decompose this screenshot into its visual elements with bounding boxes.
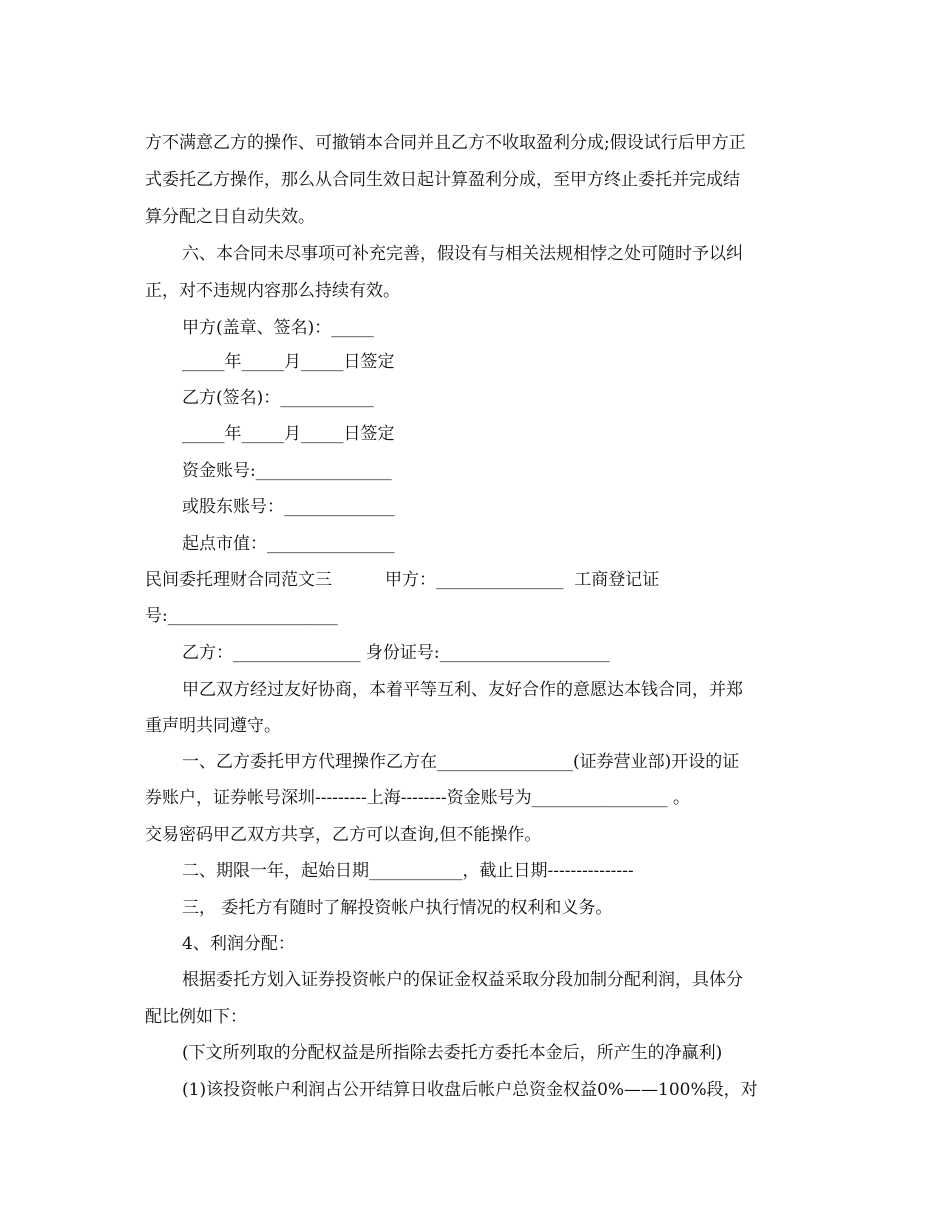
paragraph-line: 券账户，证券帐号深圳---------上海--------资金账号为________________ 。: [145, 788, 691, 808]
paragraph-line: 六、本合同未尽事项可补充完善，假设有与相关法规相悖之处可随时予以纠: [182, 244, 743, 264]
paragraph-line: 重声明共同遵守。: [145, 716, 281, 736]
paragraph-line: 根据委托方划入证券投资帐户的保证金权益采取分段加制分配利润，具体分: [182, 970, 743, 990]
section-title: 民间委托理财合同范文三: [145, 570, 332, 590]
paragraph-line: 算分配之日自动失效。: [145, 207, 315, 227]
paragraph-line: (1)该投资帐户利润占公开结算日收盘后帐户总资金权益0%——100%段，对: [182, 1080, 758, 1100]
party-a-registration-field: 甲方：_______________ 工商登记证: [385, 570, 660, 590]
registration-number-field: 号:____________________: [145, 606, 338, 626]
paragraph-line: 一、乙方委托甲方代理操作乙方在________________(证券营业部)开设的证: [182, 752, 740, 772]
date-field: _____年_____月_____日签定: [182, 424, 395, 444]
paragraph-line: 4、利润分配：: [182, 934, 295, 954]
paragraph-line: 交易密码甲乙双方共享，乙方可以查询,但不能操作。: [145, 825, 542, 845]
date-field: _____年_____月_____日签定: [182, 352, 395, 372]
party-b-id-field: 乙方：_______________ 身份证号:____________________: [182, 643, 610, 663]
paragraph-line: (下文所列取的分配权益是所指除去委托方委托本金后，所产生的净赢利): [182, 1043, 723, 1063]
paragraph-line: 三， 委托方有随时了解投资帐户执行情况的权利和义务。: [182, 898, 613, 918]
fund-account-field: 资金账号:________________: [182, 461, 392, 481]
signature-field-party-b: 乙方(签名)：___________: [182, 388, 374, 408]
paragraph-line: 方不满意乙方的操作、可撤销本合同并且乙方不收取盈利分成;假设试行后甲方正: [145, 133, 746, 153]
paragraph-line: 正，对不违规内容那么持续有效。: [145, 281, 400, 301]
paragraph-line: 二、期限一年，起始日期___________，截止日期---------------: [182, 861, 634, 881]
paragraph-line: 甲乙双方经过友好协商，本着平等互利、友好合作的意愿达本钱合同，并郑: [182, 680, 743, 700]
paragraph-line: 配比例如下：: [145, 1007, 247, 1027]
paragraph-line: 式委托乙方操作，那么从合同生效日起计算盈利分成，至甲方终止委托并完成结: [145, 170, 740, 190]
shareholder-account-field: 或股东账号：_____________: [182, 497, 395, 517]
starting-value-field: 起点市值：_______________: [182, 534, 395, 554]
signature-field-party-a: 甲方(盖章、签名)：_____: [182, 318, 374, 338]
